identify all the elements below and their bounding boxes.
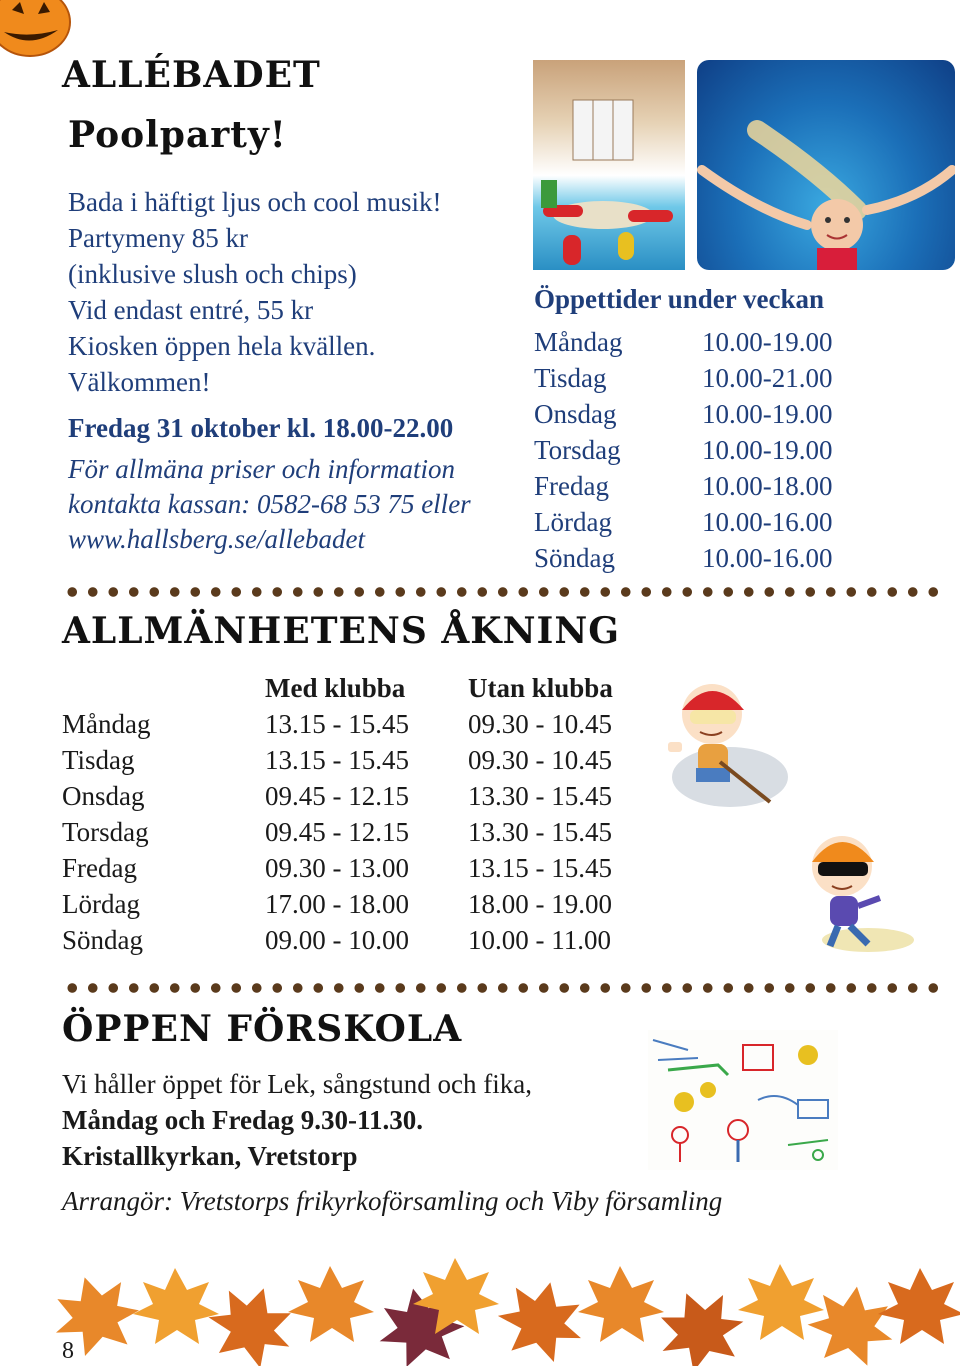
skating-without: 13.15 - 15.45 (468, 853, 612, 883)
hours-day: Söndag (534, 543, 615, 573)
skating-with: 13.15 - 15.45 (265, 709, 409, 739)
hours-day: Fredag (534, 471, 609, 501)
skating-table (62, 670, 613, 958)
skating-row (62, 850, 613, 886)
skating-with: 09.45 - 12.15 (265, 781, 409, 811)
contact-line: kontakta kassan: 0582-68 53 75 eller (68, 489, 471, 519)
autumn-leaves-decoration (0, 1236, 960, 1366)
child-drawing-illustration (648, 1030, 838, 1170)
description-line: Vid endast entré, 55 kr (68, 295, 314, 325)
preschool-title: ÖPPEN FÖRSKOLA (62, 1008, 463, 1050)
skating-with: 17.00 - 18.00 (265, 889, 409, 919)
hours-day: Måndag (534, 327, 623, 357)
skating-day: Torsdag (62, 817, 149, 847)
hours-time: 10.00-16.00 (702, 543, 833, 573)
hours-row (534, 360, 833, 396)
skating-row (62, 706, 613, 742)
hours-day: Torsdag (534, 435, 621, 465)
skating-row (62, 922, 613, 958)
skating-without: 13.30 - 15.45 (468, 781, 612, 811)
preschool-location: Kristallkyrkan, Vretstorp (62, 1141, 358, 1171)
hours-row (534, 432, 833, 468)
preschool-description (62, 1066, 532, 1174)
description-line: (inklusive slush och chips) (68, 259, 357, 289)
skating-day: Söndag (62, 925, 143, 955)
description-line: Välkommen! (68, 367, 211, 397)
poolparty-subtitle: Poolparty! (68, 114, 287, 156)
skating-with: 09.30 - 13.00 (265, 853, 409, 883)
hours-day: Onsdag (534, 399, 617, 429)
skating-row (62, 886, 613, 922)
skating-title: ALLMÄNHETENS ÅKNING (62, 610, 620, 652)
website-link[interactable]: www.hallsberg.se/allebadet (68, 524, 365, 554)
hours-day: Lördag (534, 507, 612, 537)
preschool-schedule: Måndag och Fredag 9.30-11.30. (62, 1105, 424, 1135)
hours-time: 10.00-19.00 (702, 435, 833, 465)
skating-with: 13.15 - 15.45 (265, 745, 409, 775)
hours-row (534, 540, 833, 576)
opening-hours-title: Öppettider under veckan (534, 284, 825, 314)
hours-row (534, 324, 833, 360)
skating-day: Lördag (62, 889, 140, 919)
hours-time: 10.00-16.00 (702, 507, 833, 537)
contact-info (68, 452, 471, 557)
skating-row (62, 814, 613, 850)
skating-header-row (62, 670, 613, 706)
hours-row (534, 396, 833, 432)
skating-row (62, 742, 613, 778)
page-number: 8 (62, 1338, 74, 1364)
contact-line: För allmäna priser och information (68, 454, 456, 484)
allebadet-title: ALLÉBADET (62, 54, 321, 96)
description-line: Bada i häftigt ljus och cool musik! (68, 187, 442, 217)
column-header-with-stick: Med klubba (265, 673, 406, 703)
event-date: Fredag 31 oktober kl. 18.00-22.00 (68, 413, 454, 443)
hours-time: 10.00-18.00 (702, 471, 833, 501)
skater-kid-illustration (790, 818, 918, 956)
skating-row (62, 778, 613, 814)
description-line: Kiosken öppen hela kvällen. (68, 331, 376, 361)
pool-party-photo (533, 60, 685, 270)
preschool-line: Vi håller öppet för Lek, sångstund och fika, (62, 1069, 532, 1099)
hours-time: 10.00-19.00 (702, 399, 833, 429)
skating-without: 10.00 - 11.00 (468, 925, 611, 955)
skating-day: Måndag (62, 709, 151, 739)
hours-row (534, 468, 833, 504)
column-header-without-stick: Utan klubba (468, 673, 613, 703)
hockey-kid-illustration (660, 672, 790, 817)
skating-without: 18.00 - 19.00 (468, 889, 612, 919)
underwater-swimmer-photo (697, 60, 955, 270)
pumpkin-icon (0, 0, 72, 60)
skating-without: 13.30 - 15.45 (468, 817, 612, 847)
preschool-organizer: Arrangör: Vretstorps frikyrkoförsamling och Viby församling (62, 1186, 723, 1216)
skating-without: 09.30 - 10.45 (468, 745, 612, 775)
skating-day: Onsdag (62, 781, 145, 811)
skating-day: Tisdag (62, 745, 135, 775)
skating-without: 09.30 - 10.45 (468, 709, 612, 739)
skating-with: 09.00 - 10.00 (265, 925, 409, 955)
dotted-divider (62, 586, 940, 598)
opening-hours-table (534, 324, 833, 576)
hours-day: Tisdag (534, 363, 607, 393)
skating-with: 09.45 - 12.15 (265, 817, 409, 847)
description-line: Partymeny 85 kr (68, 223, 248, 253)
hours-time: 10.00-19.00 (702, 327, 833, 357)
dotted-divider (62, 982, 940, 994)
hours-time: 10.00-21.00 (702, 363, 833, 393)
allebadet-description (68, 184, 441, 400)
hours-row (534, 504, 833, 540)
skating-day: Fredag (62, 853, 137, 883)
